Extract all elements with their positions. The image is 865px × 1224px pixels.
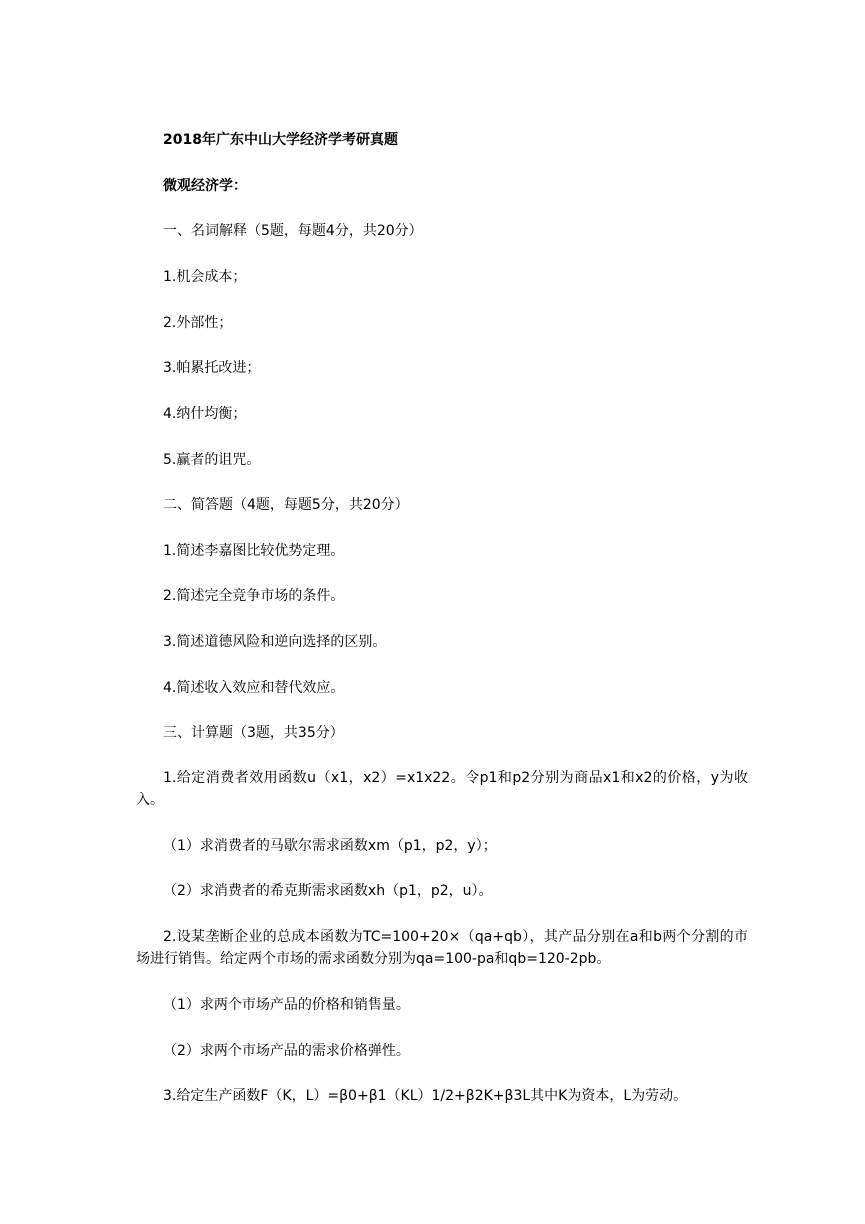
sub-question: （1）求消费者的马歇尔需求函数xm（p1，p2，y）； <box>163 838 497 854</box>
list-item: 1.简述李嘉图比较优势定理。 <box>163 543 345 559</box>
list-item: 1.机会成本； <box>163 269 247 285</box>
document-title: 2018年广东中山大学经济学考研真题 <box>163 132 398 148</box>
question-1: 1.给定消费者效用函数u（x1，x2）=x1x22。令p1和p2分别为商品x1和x2的价格，y为收入。 <box>136 770 748 808</box>
list-item: 2.简述完全竞争市场的条件。 <box>163 588 345 604</box>
list-item: 5.赢者的诅咒。 <box>163 452 261 468</box>
section-heading: 一、名词解释（5题，每题4分，共20分） <box>163 223 423 239</box>
list-item: 3.帕累托改进； <box>163 360 261 376</box>
question-2: 2.设某垄断企业的总成本函数为TC=100+20×（qa+qb），其产品分别在a和b两个分割的市场进行销售。给定两个市场的需求函数分别为qa=100-pa和qb=120-2pb。 <box>136 929 748 967</box>
section-heading: 三、计算题（3题，共35分） <box>163 725 344 741</box>
sub-question: （1）求两个市场产品的价格和销售量。 <box>163 997 410 1013</box>
part-heading: 微观经济学： <box>163 178 247 194</box>
list-item: 4.简述收入效应和替代效应。 <box>163 680 345 696</box>
list-item: 3.简述道德风险和逆向选择的区别。 <box>163 634 387 650</box>
sub-question: （2）求两个市场产品的需求价格弹性。 <box>163 1043 410 1059</box>
list-item: 4.纳什均衡； <box>163 406 247 422</box>
list-item: 2.外部性； <box>163 315 233 331</box>
sub-question: （2）求消费者的希克斯需求函数xh（p1，p2，u）。 <box>163 883 493 899</box>
question-3: 3.给定生产函数F（K，L）=β0+β1（KL）1/2+β2K+β3L其中K为资本，L为劳动。 <box>163 1088 688 1104</box>
section-heading: 二、简答题（4题，每题5分，共20分） <box>163 497 409 513</box>
